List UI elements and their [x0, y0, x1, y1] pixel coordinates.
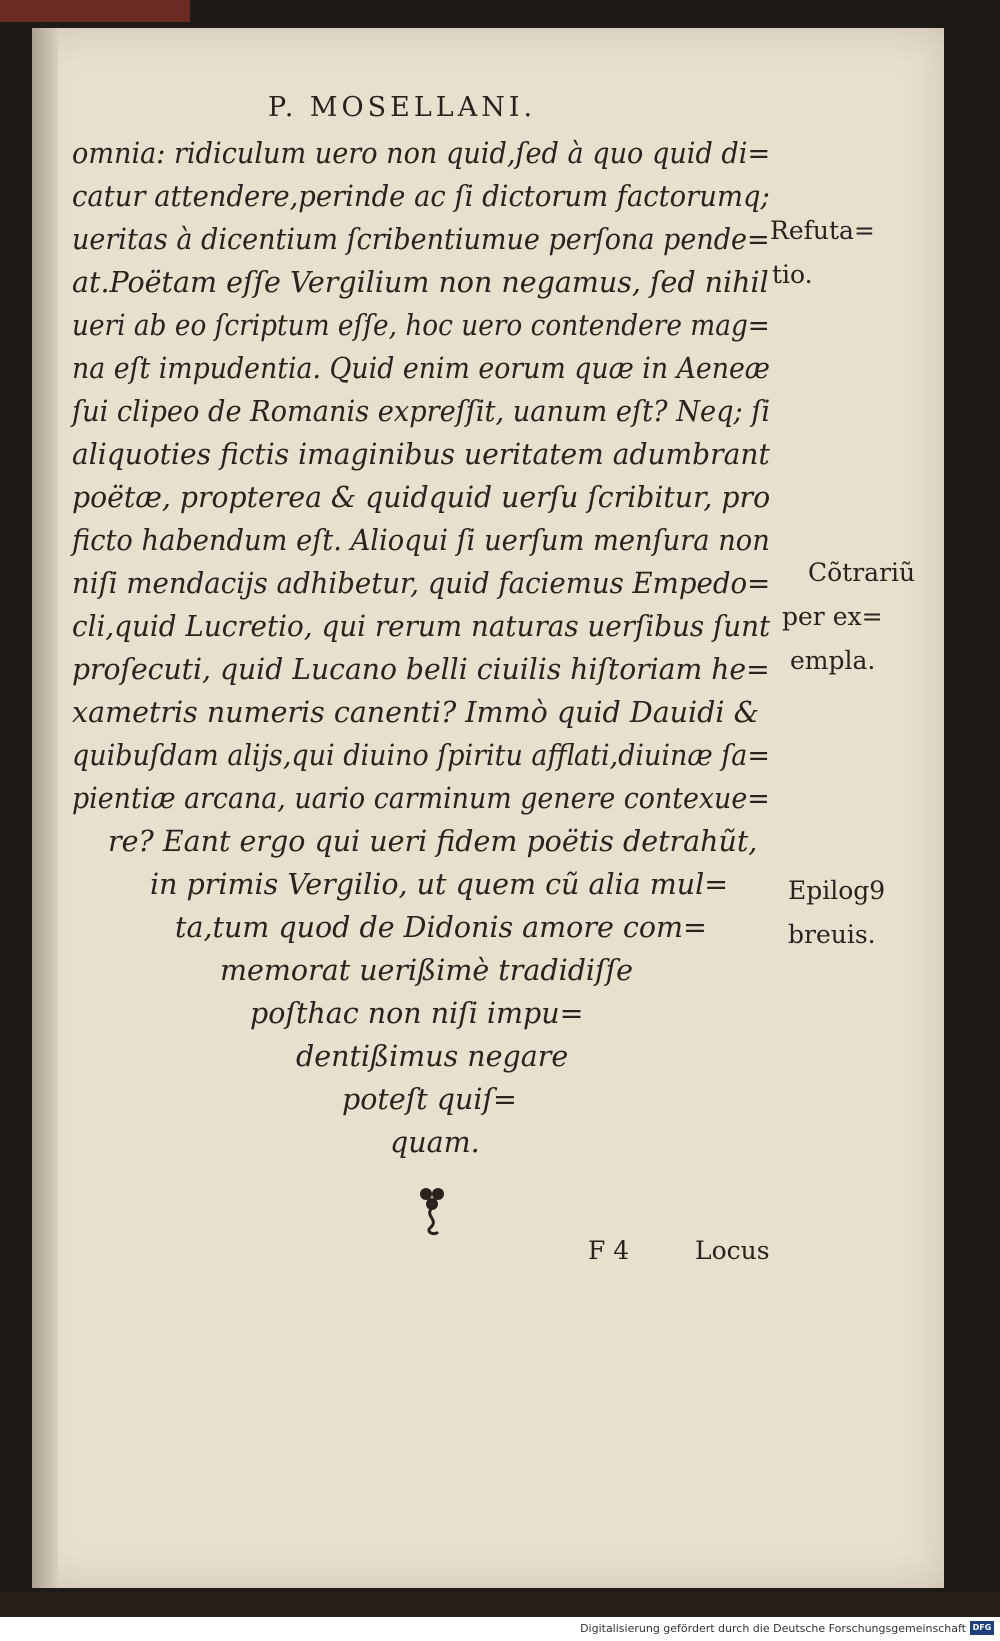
text-line: quam. — [390, 1126, 480, 1159]
text-line: ueritas à dicentium ſcribentiumue perſona pende= — [72, 223, 770, 256]
margin-note-contrarium-3: empla. — [790, 646, 876, 675]
signature-mark: F 4 — [588, 1236, 630, 1265]
margin-note-refutatio-1: Refuta= — [770, 216, 875, 245]
text-line: poſthac non niſi impu= — [250, 997, 584, 1030]
text-line: na eſt impudentia. Quid enim eorum quæ in Aeneæ — [72, 352, 770, 385]
page-gutter — [32, 28, 58, 1588]
margin-note-epilogus-2: breuis. — [788, 920, 876, 949]
binding-edge — [0, 0, 190, 22]
text-line: niſi mendacijs adhibetur, quid faciemus Empedo= — [72, 567, 771, 600]
text-line: poëtæ, propterea & quidquid uerſu ſcribitur, pro — [72, 481, 771, 514]
text-line: cli,quid Lucretio, qui rerum naturas uerſibus ſunt — [72, 610, 771, 643]
text-line: proſecuti, quid Lucano belli ciuilis hiſtoriam he= — [72, 653, 770, 686]
footer-credit: Digitalisierung gefördert durch die Deutsche Forschungsgemeinschaft — [580, 1622, 966, 1635]
text-line: xametris numeris canenti? Immò quid Dauidi & — [72, 696, 759, 729]
text-line: ſui clipeo de Romanis expreſſit, uanum eſt? Neq; ſi — [72, 395, 771, 428]
text-line: catur attendere,perinde ac ſi dictorum factorumq; — [72, 180, 770, 213]
text-line: pientiæ arcana, uario carminum genere contexue= — [72, 782, 770, 815]
margin-note-contrarium-2: per ex= — [782, 602, 883, 631]
text-line: omnia: ridiculum uero non quid,ſed à quo quid di= — [72, 137, 771, 170]
dfg-logo: DFG — [970, 1621, 994, 1635]
text-line: quibuſdam alijs,qui diuino ſpiritu afflati,diuinæ ſa= — [72, 739, 770, 772]
text-line: memorat uerißimè tradidiſſe — [220, 954, 634, 987]
scan-bottom-edge — [0, 1592, 1000, 1617]
text-line: aliquoties fictis imaginibus ueritatem adumbrant — [72, 438, 770, 471]
text-line: re? Eant ergo qui ueri fidem poëtis detrahũt, — [108, 825, 758, 858]
text-line: in primis Vergilio, ut quem cũ alia mul= — [150, 868, 729, 901]
text-line: dentißimus negare — [296, 1040, 569, 1073]
fleuron-ornament-icon — [412, 1182, 452, 1242]
digitization-footer — [0, 1617, 1000, 1641]
text-line: ueri ab eo ſcriptum eſſe, hoc uero contendere mag= — [72, 309, 770, 342]
text-line: ta,tum quod de Didonis amore com= — [175, 911, 707, 944]
margin-note-epilogus-1: Epilog9 — [788, 876, 886, 905]
running-head: P. MOSELLANI. — [268, 92, 537, 123]
catchword: Locus — [695, 1236, 770, 1265]
margin-note-contrarium-1: Cõtrariũ — [808, 558, 916, 587]
margin-note-refutatio-2: tio. — [772, 260, 813, 289]
text-line: poteſt quiſ= — [342, 1083, 517, 1116]
text-line: ficto habendum eſt. Alioqui ſi uerſum menſura non — [72, 524, 770, 557]
text-line: at.Poëtam eſſe Vergilium non negamus, ſed nihil — [72, 266, 769, 299]
